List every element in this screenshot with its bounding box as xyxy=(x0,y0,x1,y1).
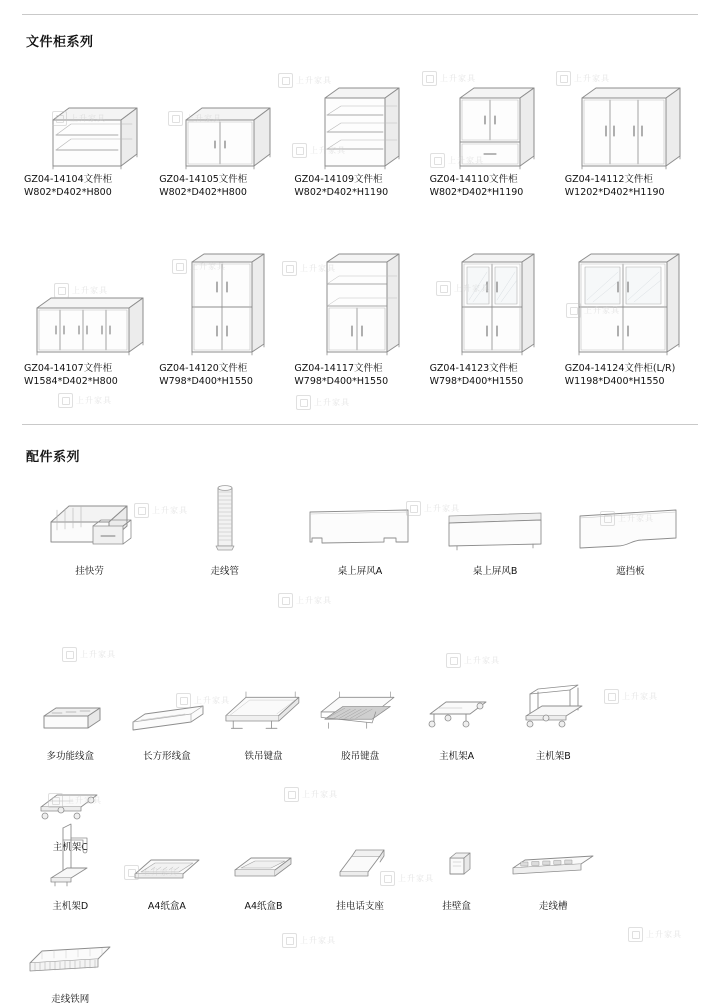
product-code: GZ04-14123文件柜 xyxy=(429,363,518,374)
watermark-text: 上升家具 xyxy=(440,74,476,83)
watermark-text: 上升家具 xyxy=(152,506,188,515)
product-cell[interactable] xyxy=(505,820,602,913)
watermark-text: 上升家具 xyxy=(464,656,500,665)
product-cell[interactable] xyxy=(22,480,157,578)
product-cell[interactable] xyxy=(292,480,427,578)
product-caption xyxy=(428,565,563,578)
watermark-text: 上升家具 xyxy=(622,692,658,701)
product-code: A4纸盒B xyxy=(244,901,283,912)
product-dims: W802*D402*H800 xyxy=(159,187,247,198)
watermark-text: 上升家具 xyxy=(186,114,222,123)
cable-mesh-tray-icon xyxy=(22,913,119,993)
cable-trough-icon xyxy=(505,820,602,900)
watermark-text: 上升家具 xyxy=(398,874,434,883)
product-caption xyxy=(157,565,292,578)
product-code: 桌上屏风A xyxy=(337,566,383,577)
a4-paper-tray-b-icon xyxy=(215,820,312,900)
watermark-logo-icon xyxy=(446,653,461,668)
phone-bracket-icon xyxy=(312,820,409,900)
product-cell[interactable] xyxy=(157,240,292,388)
product-code: GZ04-14107文件柜 xyxy=(24,363,113,374)
product-caption xyxy=(22,565,157,578)
wall-mounted-box-icon xyxy=(408,820,505,900)
product-code: GZ04-14120文件柜 xyxy=(159,363,248,374)
product-cell[interactable] xyxy=(22,672,119,763)
watermark-text: 上升家具 xyxy=(296,596,332,605)
watermark xyxy=(58,390,112,409)
product-code: 多功能线盒 xyxy=(46,751,95,762)
tall-four-door-cabinet-icon xyxy=(157,240,292,362)
product-cell[interactable] xyxy=(157,68,292,199)
product-code: GZ04-14117文件柜 xyxy=(294,363,383,374)
watermark-text: 上升家具 xyxy=(194,696,230,705)
rectangular-cable-box-icon xyxy=(119,672,216,750)
watermark-logo-icon xyxy=(62,647,77,662)
product-code: 挂壁盒 xyxy=(442,901,471,912)
product-caption xyxy=(215,900,312,913)
product-caption xyxy=(292,565,427,578)
watermark-text: 上升家具 xyxy=(66,796,102,805)
plastic-keyboard-tray-icon xyxy=(312,672,409,750)
watermark-text: 上升家具 xyxy=(646,930,682,939)
product-caption xyxy=(563,362,698,388)
product-caption xyxy=(22,900,119,913)
product-dims: W802*D402*H800 xyxy=(24,187,112,198)
product-caption xyxy=(428,362,563,388)
product-code: GZ04-14105文件柜 xyxy=(159,174,248,185)
watermark-text: 上升家具 xyxy=(302,790,338,799)
watermark-text: 上升家具 xyxy=(310,146,346,155)
product-cell[interactable] xyxy=(22,68,157,199)
accessory-row-1 xyxy=(22,480,698,578)
product-caption xyxy=(563,173,698,199)
product-caption xyxy=(505,750,602,763)
product-code: 铁吊键盘 xyxy=(244,751,283,762)
product-caption xyxy=(22,362,157,388)
watermark-logo-icon xyxy=(296,395,311,410)
product-cell[interactable] xyxy=(563,480,698,578)
cpu-holder-d-icon xyxy=(22,820,119,900)
section-divider xyxy=(22,424,698,425)
product-code: GZ04-14109文件柜 xyxy=(294,174,383,185)
product-cell[interactable] xyxy=(408,820,505,913)
product-cell[interactable] xyxy=(312,820,409,913)
watermark-text: 上升家具 xyxy=(76,396,112,405)
product-caption xyxy=(22,173,157,199)
product-cell[interactable] xyxy=(22,820,119,913)
watermark-text: 上升家具 xyxy=(314,398,350,407)
watermark-text: 上升家具 xyxy=(72,286,108,295)
product-cell[interactable] xyxy=(563,240,698,388)
watermark-text: 上升家具 xyxy=(454,284,490,293)
product-code: GZ04-14112文件柜 xyxy=(564,174,653,185)
product-caption xyxy=(22,993,119,1006)
modesty-panel-icon xyxy=(563,480,698,565)
desktop-screen-b-icon xyxy=(428,480,563,565)
watermark-text: 上升家具 xyxy=(300,264,336,273)
product-caption xyxy=(157,362,292,388)
product-cell[interactable] xyxy=(157,480,292,578)
watermark-text: 上升家具 xyxy=(584,306,620,315)
product-caption xyxy=(292,362,427,388)
hanging-file-drawer-icon xyxy=(22,480,157,565)
product-code: 长方形线盒 xyxy=(143,751,191,762)
product-caption xyxy=(312,750,409,763)
product-dims: W802*D402*H1190 xyxy=(429,187,524,198)
product-caption xyxy=(157,173,292,199)
product-code: 挂快劳 xyxy=(75,566,104,577)
product-cell[interactable] xyxy=(292,240,427,388)
watermark-text: 上升家具 xyxy=(70,114,106,123)
product-caption xyxy=(119,900,216,913)
product-cell[interactable] xyxy=(428,480,563,578)
product-caption xyxy=(22,750,119,763)
open-top-two-door-cabinet-icon xyxy=(292,240,427,362)
watermark-logo-icon xyxy=(58,393,73,408)
two-door-tall-cabinet-icon xyxy=(428,68,563,173)
section-title-cabinets: 文件柜系列 xyxy=(26,35,94,50)
cpu-holder-a-icon xyxy=(408,672,505,750)
watermark-text: 上升家具 xyxy=(618,514,654,523)
glass-door-tall-cabinet-icon xyxy=(428,240,563,362)
a4-paper-tray-a-icon xyxy=(119,820,216,900)
cabinet-row-1 xyxy=(22,68,698,199)
watermark-text: 上升家具 xyxy=(296,76,332,85)
glass-door-wide-cabinet-icon xyxy=(563,240,698,362)
product-code: A4纸盒A xyxy=(147,901,186,912)
watermark xyxy=(446,650,500,669)
product-cell[interactable] xyxy=(312,672,409,763)
product-cell[interactable] xyxy=(428,240,563,388)
watermark xyxy=(62,644,116,663)
cpu-holder-b-icon xyxy=(505,672,602,750)
product-caption xyxy=(312,900,409,913)
watermark-text: 上升家具 xyxy=(190,262,226,271)
product-dims: W798*D400*H1550 xyxy=(429,376,524,387)
cable-tube-icon xyxy=(157,480,292,565)
watermark-text: 上升家具 xyxy=(574,74,610,83)
product-code: 主机架A xyxy=(439,751,475,762)
watermark xyxy=(296,392,350,411)
product-code: 主机架D xyxy=(52,901,89,912)
watermark-text: 上升家具 xyxy=(448,156,484,165)
product-dims: W798*D400*H1550 xyxy=(294,376,389,387)
open-shelf-cabinet-icon xyxy=(22,68,157,173)
product-cell[interactable] xyxy=(505,672,602,763)
product-code: 走线管 xyxy=(210,566,240,577)
product-caption xyxy=(428,173,563,199)
metal-keyboard-tray-icon xyxy=(215,672,312,750)
product-dims: W798*D400*H1550 xyxy=(159,376,253,387)
product-caption xyxy=(563,565,698,578)
product-caption xyxy=(119,750,216,763)
top-divider xyxy=(22,14,698,15)
product-code: 主机架C xyxy=(52,842,88,853)
product-cell[interactable] xyxy=(408,672,505,763)
product-code: 主机架B xyxy=(535,751,571,762)
product-code: 走线铁网 xyxy=(51,994,90,1005)
product-caption xyxy=(408,750,505,763)
two-door-low-cabinet-icon xyxy=(157,68,292,173)
product-cell[interactable] xyxy=(119,672,216,763)
product-cell[interactable] xyxy=(215,820,312,913)
watermark-text: 上升家具 xyxy=(424,504,460,513)
product-code: 桌上屏风B xyxy=(472,566,518,577)
watermark-text: 上升家具 xyxy=(142,868,178,877)
product-cell[interactable] xyxy=(119,820,216,913)
product-caption xyxy=(505,900,602,913)
product-cell[interactable] xyxy=(428,68,563,199)
watermark-text: 上升家具 xyxy=(300,936,336,945)
product-cell[interactable] xyxy=(292,68,427,199)
product-caption xyxy=(408,900,505,913)
three-door-tall-cabinet-icon xyxy=(563,68,698,173)
watermark-logo-icon xyxy=(278,593,293,608)
product-caption xyxy=(292,173,427,199)
product-cell[interactable] xyxy=(215,672,312,763)
product-cell[interactable] xyxy=(563,68,698,199)
product-code: 胶吊键盘 xyxy=(341,751,380,762)
product-dims: W1584*D402*H800 xyxy=(24,376,118,387)
desktop-screen-a-icon xyxy=(292,480,427,565)
product-dims: W1202*D402*H1190 xyxy=(564,187,665,198)
product-cell[interactable] xyxy=(22,240,157,388)
product-code: GZ04-14110文件柜 xyxy=(429,174,518,185)
open-tall-shelf-icon xyxy=(292,68,427,173)
accessory-row-3 xyxy=(22,820,698,1006)
product-dims: W1198*D400*H1550 xyxy=(564,376,665,387)
cabinet-row-2 xyxy=(22,240,698,388)
wide-four-door-low-cabinet-icon xyxy=(22,240,157,362)
watermark xyxy=(278,590,332,609)
product-code: 挂电话支座 xyxy=(336,901,384,912)
product-cell[interactable] xyxy=(22,913,119,1006)
product-code: 走线槽 xyxy=(539,901,568,912)
product-code: GZ04-14124文件柜(L/R) xyxy=(564,363,676,374)
product-dims: W802*D402*H1190 xyxy=(294,187,389,198)
multifunction-cable-box-icon xyxy=(22,672,119,750)
product-code: GZ04-14104文件柜 xyxy=(24,174,113,185)
product-code: 遮挡板 xyxy=(616,566,645,577)
product-caption xyxy=(215,750,312,763)
watermark-text: 上升家具 xyxy=(80,650,116,659)
section-title-accessories: 配件系列 xyxy=(26,450,81,465)
